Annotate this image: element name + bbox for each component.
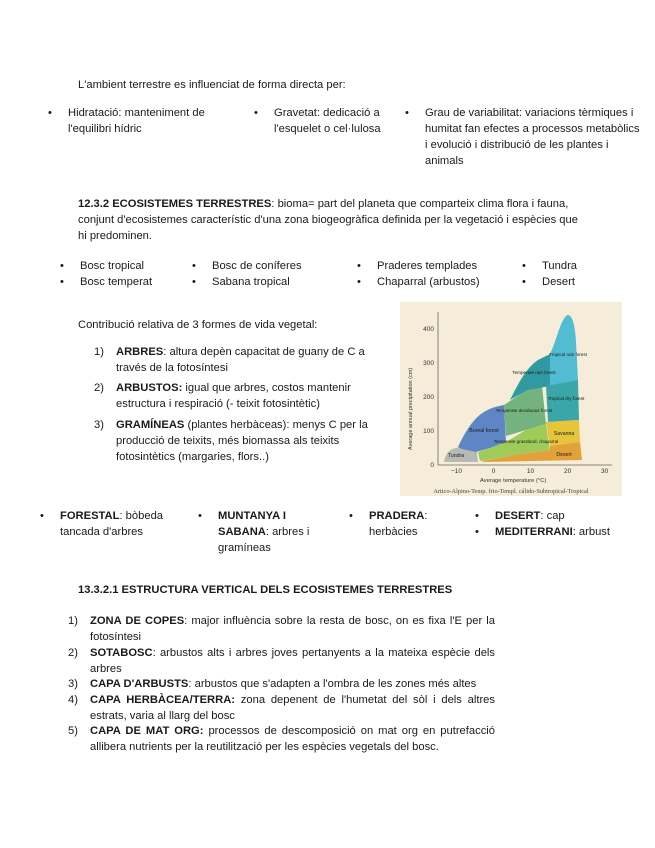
label-temperate-grassland: Temperate grassland, chaparral [493,439,559,444]
y-tick-label: 300 [423,360,434,367]
vertical-item [68,676,495,692]
x-axis-label: Average temperature (°C) [480,478,547,484]
label-temperate-rain: Temperate rain forest [512,370,556,375]
item-term: CAPA D'ARBUSTS [90,678,189,690]
item-term: ZONA DE COPES [90,615,185,627]
x-tick-label: 10 [526,468,535,475]
label-temperate-deciduous: Temperate deciduous forest [495,408,553,413]
item-number: 2) [68,647,78,659]
zone-forestal [60,508,180,540]
factor-variability [425,105,645,169]
item-term: CAPA HERBÀCEA/TERRA: [90,694,235,706]
lifeforms-intro: Contribució relativa de 3 formes de vida vegetal: [78,319,318,331]
vertical-item [68,723,495,755]
vertical-item [68,645,495,677]
biome-item: • Tundra [542,258,577,274]
y-tick-label: 100 [423,428,434,435]
factor-hydration [68,105,233,137]
lifeform-item [94,417,378,465]
zone-text: : arbust [572,526,611,538]
zone-desert [495,508,615,524]
zone-text: : arbres i gramíneas [218,526,310,554]
chart-caption: Artico-Alpino-Temp. frio-Templ. cálido-Subtropical-Tropical [433,488,589,495]
item-text: processos de descomposició on mat org en putrefacció allibera nutrients per la reutilització per les espècies vegetals del bosc. [90,725,495,753]
y-tick-label: 400 [423,326,434,333]
x-tick-label: 20 [563,468,572,475]
biome-item: • Chaparral (arbustos) [377,274,480,290]
y-axis-label: Average annual precipitation (cm) [408,367,414,450]
item-term: CAPA DE MAT ORG: [90,725,204,737]
zone-text: : herbàcies [369,510,428,538]
item-term: ARBRES [116,346,164,358]
biome-chart [400,302,622,496]
intro-text: L'ambient terrestre es influenciat de forma directa per: [78,79,346,91]
biome-item: • Desert [542,274,575,290]
zone-term: PRADERA [369,510,425,522]
x-tick-label: 30 [600,468,609,475]
label-tundra: Tundra [447,453,465,459]
zone-term: MUNTANYA I SABANA [218,510,286,538]
vertical-item [68,613,495,645]
item-term: GRAMÍNEAS [116,419,185,431]
zone-muntanya [218,508,323,556]
label-boreal: Boreal forest [469,428,499,434]
zone-term: DESERT [495,510,541,522]
item-term: SOTABOSC [90,647,153,659]
zone-text: : cap [540,510,565,522]
label-savanna: Savanna [553,431,575,437]
x-tick-label: 0 [491,468,496,475]
item-text: igual que arbres, costos mantenir estructura i respiració (- teixit fotosintètic) [116,382,351,410]
y-tick-label: 0 [430,462,434,469]
biome-item: • Bosc de coníferes [212,258,302,274]
item-text: : major influència sobre la resta de bosc, on es fixa l'E per la fotosíntesi [90,615,495,643]
item-number: 1) [94,346,104,358]
label-tropical-dry: Tropical dry forest [547,396,585,401]
factor-gravity [274,105,389,137]
zone-term: FORESTAL [60,510,120,522]
item-text: zona depenent de l'humetat del sòl i dels altres estrats, varia al llarg del bosc [90,694,495,722]
ecosystems-definition: : bioma= part del planeta que comparteix clima flora i fauna, conjunt d'ecosistemes característic d'una zona biogeogràfica definida per la vegetació i espècies que hi predominen. [78,198,578,242]
ecosystems-paragraph [78,196,583,244]
lifeform-item [94,380,378,412]
ecosystems-heading: 12.3.2 ECOSISTEMES TERRESTRES [78,198,272,210]
zone-term: MEDITERRANI [495,526,573,538]
item-text: : arbustos que s'adapten a l'ombra de les zones més altes [188,678,477,690]
item-number: 5) [68,725,78,737]
biome-item: • Praderes templades [377,258,477,274]
item-number: 3) [94,419,104,431]
item-term: ARBUSTOS: [116,382,183,394]
item-number: 2) [94,382,104,394]
item-text: : arbustos alts i arbres joves pertanyents a la mateixa espècie dels arbres [90,647,495,675]
label-tropical-rain: Tropical rain forest [549,352,587,357]
zone-mediterrani [495,524,615,540]
region-tropical-dry-forest [546,380,579,422]
lifeform-item [94,344,378,376]
y-tick-label: 200 [423,394,434,401]
factor-text: Gravetat: dedicació a l'esquelet o cel·lulosa [274,107,381,135]
label-desert: Desert [556,452,572,458]
vertical-item [68,692,495,724]
biome-item: • Sabana tropical [212,274,290,290]
x-tick-label: −10 [450,468,463,475]
item-number: 1) [68,615,78,627]
biome-item: • Bosc temperat [80,274,152,290]
item-text: : altura depèn capacitat de guany de C a través de la fotosíntesi [116,346,365,374]
factor-text: Hidratació: manteniment de l'equilibri hídric [68,107,205,135]
item-number: 3) [68,678,78,690]
item-number: 4) [68,694,78,706]
factor-text: Grau de variabilitat: variacions tèrmiques i humitat fan efectes a processos metabòlics i evolució i distribució de les plantes i animals [425,107,640,167]
item-text: (plantes herbàceas): menys C per la producció de teixits, més biomassa als teixits fotosintètics (margaries, flors..) [116,419,368,463]
vertical-heading [78,582,452,598]
zone-pradera [369,508,454,540]
biome-item: • Bosc tropical [80,258,144,274]
vertical-heading-text: 13.3.2.1 ESTRUCTURA VERTICAL DELS ECOSISTEMES TERRESTRES [78,584,453,596]
zone-text: : bòbeda tancada d'arbres [60,510,164,538]
